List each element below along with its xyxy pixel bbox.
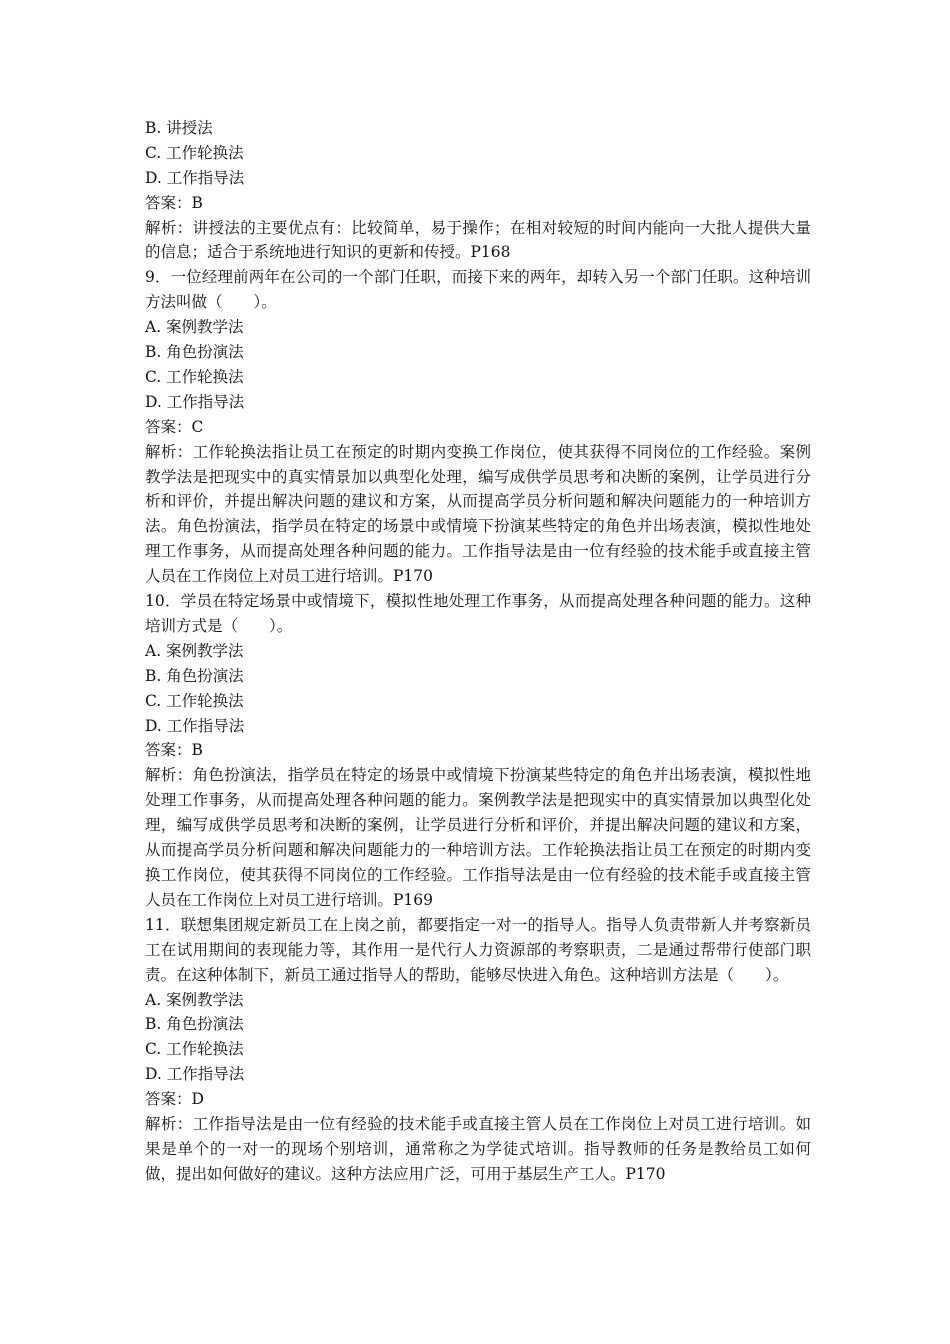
question-10-option-d: D. 工作指导法: [145, 716, 245, 735]
question-9-option-a: A. 案例教学法: [145, 318, 244, 337]
question-9-option-c: C. 工作轮换法: [145, 367, 244, 386]
question-10-answer: 答案：B: [145, 741, 203, 760]
question-11-explanation: 解析：工作指导法是由一位有经验的技术能手或直接主管人员在工作岗位上对员工进行培训。如果是单个的一对一的现场个别培训，通常称之为学徒式培训。指导教师的任务是教给员工如何做，提出如何做好的建议。这种方法应用广泛，可用于基层生产工人。P170: [145, 1114, 811, 1183]
option-d-text: D. 工作指导法: [145, 168, 245, 187]
question-10: 10．学员在特定场景中或情境下，模拟性地处理工作事务，从而提高处理各种问题的能力。这种培训方式是（ ）。: [145, 592, 811, 635]
question-9-explanation: 解析：工作轮换法指让员工在预定的时期内变换工作岗位，使其获得不同岗位的工作经验。案例教学法是把现实中的真实情景加以典型化处理，编写成供学员思考和决断的案例，让学员进行分析和评价，并提出解决问题的建议和方案，从而提高学员分析问题和解决问题能力的一种培训方法。角色扮演法，指学员在特定的场景中或情境下扮演某些特定的角色并出场表演，模拟性地处理工作事务，从而提高处理各种问题的能力。工作指导法是由一位有经验的技术能手或直接主管人员在工作岗位上对员工进行培训。P170: [145, 442, 811, 586]
question-11-option-a: A. 案例教学法: [145, 990, 244, 1009]
explanation-paragraph: 解析：讲授法的主要优点有：比较简单，易于操作；在相对较短的时间内能向一大批人提供大量的信息；适合于系统地进行知识的更新和传授。P168: [145, 218, 811, 262]
question-9-option-b: B. 角色扮演法: [145, 343, 244, 362]
question-11: 11．联想集团规定新员工在上岗之前，都要指定一对一的指导人。指导人负责带新人并考察新员工在试用期间的表现能力等，其作用一是代行人力资源部的考察职责，二是通过帮带行使部门职责。在这种体制下，新员工通过指导人的帮助，能够尽快进入角色。这种培训方法是（ ）。: [145, 915, 811, 984]
question-9-answer: 答案：C: [145, 417, 204, 436]
question-10-option-a: A. 案例教学法: [145, 641, 244, 660]
answer-text: 答案：B: [145, 193, 203, 212]
document-page: [145, 116, 811, 1187]
question-9-option-d: D. 工作指导法: [145, 392, 245, 411]
question-10-explanation: 解析：角色扮演法，指学员在特定的场景中或情境下扮演某些特定的角色并出场表演，模拟性地处理工作事务，从而提高处理各种问题的能力。案例教学法是把现实中的真实情景加以典型化处理，编写成供学员思考和决断的案例，让学员进行分析和评价，并提出解决问题的建议和方案，从而提高学员分析问题和解决问题能力的一种培训方法。工作轮换法指让员工在预定的时期内变换工作岗位，使其获得不同岗位的工作经验。工作指导法是由一位有经验的技术能手或直接主管人员在工作岗位上对员工进行培训。P169: [145, 766, 811, 909]
question-11-option-b: B. 角色扮演法: [145, 1015, 244, 1034]
question-10-option-b: B. 角色扮演法: [145, 666, 244, 685]
question-11-option-d: D. 工作指导法: [145, 1065, 245, 1084]
option-c-text: C. 工作轮换法: [145, 143, 244, 162]
question-11-answer: 答案：D: [145, 1090, 204, 1109]
question-10-option-c: C. 工作轮换法: [145, 691, 244, 710]
option-b-text: B. 讲授法: [145, 119, 213, 137]
question-11-option-c: C. 工作轮换法: [145, 1040, 244, 1059]
question-9: 9．一位经理前两年在公司的一个部门任职，而接下来的两年，却转入另一个部门任职。这种培训方法叫做（ ）。: [145, 268, 811, 312]
